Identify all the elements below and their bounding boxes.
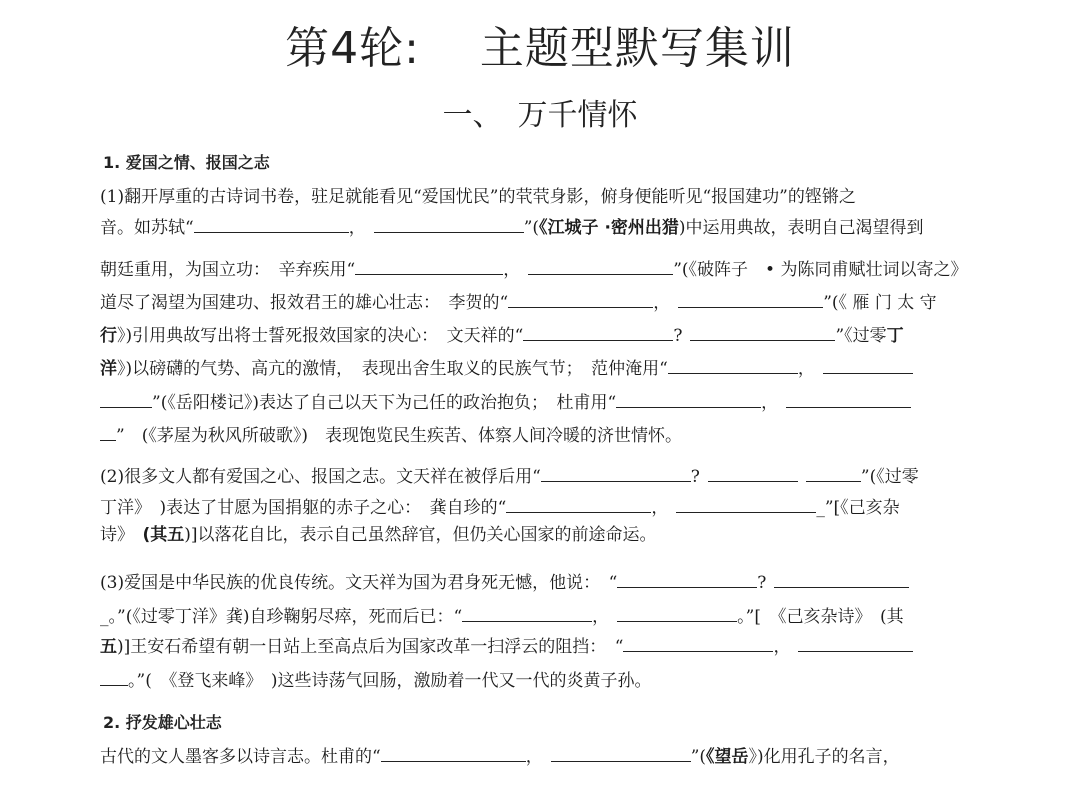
answer-blank[interactable] <box>506 496 651 513</box>
page-title: 第4轮: 主题型默写集训 <box>285 23 795 74</box>
answer-blank[interactable] <box>100 424 116 441</box>
q2-line-3: 诗》 (其五)]以落花自比，表示自己虽然辞官，但仍关心国家的前途命运。 <box>100 525 657 545</box>
answer-blank[interactable] <box>623 635 773 652</box>
q1-line-7: ”(《岳阳楼记》)表达了自己以天下为己任的政治抱负； 杜甫用“ ， <box>100 391 911 413</box>
answer-blank[interactable] <box>678 291 823 308</box>
q1-line-2: 音。如苏轼“ ， ”(《江城子 ·密州出猎)中运用典故，表明自己渴望得到 <box>100 218 924 238</box>
answer-blank[interactable] <box>617 571 757 588</box>
answer-blank[interactable] <box>462 605 592 622</box>
answer-blank[interactable] <box>100 669 128 686</box>
q1-line-6: 洋》)以磅礴的气势、高亢的激情， 表现出舍生取义的民族气节； 范仲淹用“ ， <box>100 357 913 379</box>
section-title: 一、 万千情怀 <box>442 98 638 133</box>
answer-blank[interactable] <box>668 357 798 374</box>
q1-line-4: 道尽了渴望为国建功、报效君王的雄心壮志： 李贺的“ ， ”(《 雁 门 太 守 <box>100 293 937 313</box>
answer-blank[interactable] <box>806 465 861 482</box>
s2-line-1: 古代的文人墨客多以诗言志。杜甫的“ ， ”(《望岳》)化用孔子的名言， <box>100 747 900 767</box>
q3-line-2: _。”(《过零丁洋》龚)自珍鞠躬尽瘁，死而后已：“ ， 。”[ 《己亥杂诗》 (其 <box>100 607 904 627</box>
heading-patriotism: 1. 爱国之情、报国之志 <box>103 153 270 172</box>
answer-blank[interactable] <box>355 258 503 275</box>
answer-blank[interactable] <box>798 635 913 652</box>
q2-line-1: (2)很多文人都有爱国之心、报国之志。文天祥在被俘后用“ ? ”(《过零 <box>100 467 919 487</box>
answer-blank[interactable] <box>617 605 737 622</box>
answer-blank[interactable] <box>786 391 911 408</box>
q1-line-1: (1)翻开厚重的古诗词书卷，驻足就能看见“爱国忧民”的茕茕身影，俯身便能听见“报国建功”的铿锵之 <box>100 187 856 207</box>
q3-line-3: 五)]王安石希望有朝一日站上至高点后为国家改革一扫浮云的阻挡： “ ， <box>100 635 913 657</box>
q1-line-5: 行》)引用典故写出将士誓死报效国家的决心： 文天祥的“ ? ”《过零丁 <box>100 326 904 346</box>
answer-blank[interactable] <box>194 216 349 233</box>
answer-blank[interactable] <box>823 357 913 374</box>
answer-blank[interactable] <box>690 324 835 341</box>
q3-line-4: 。”( 《登飞来峰》 )这些诗荡气回肠，激励着一代又一代的炎黄子孙。 <box>100 669 651 691</box>
answer-blank[interactable] <box>523 324 673 341</box>
q3-line-1: (3)爱国是中华民族的优良传统。文天祥为国为君身死无憾，他说： “ ? <box>100 571 909 593</box>
answer-blank[interactable] <box>551 745 691 762</box>
answer-blank[interactable] <box>508 291 653 308</box>
heading-ambition: 2. 抒发雄心壮志 <box>103 713 222 732</box>
q2-line-2: 丁洋》 )表达了甘愿为国捐躯的赤子之心： 龚自珍的“ ， _”[《己亥杂 <box>100 498 900 518</box>
answer-blank[interactable] <box>708 465 798 482</box>
answer-blank[interactable] <box>676 496 816 513</box>
q1-line-8: ” (《茅屋为秋风所破歌》) 表现饱览民生疾苦、体察人间冷暖的济世情怀。 <box>100 424 682 446</box>
answer-blank[interactable] <box>100 391 152 408</box>
answer-blank[interactable] <box>541 465 691 482</box>
answer-blank[interactable] <box>374 216 524 233</box>
q1-line-3: 朝廷重用，为国立功： 辛弃疾用“ ， ”(《破阵子 • 为陈同甫赋壮词以寄之》 <box>100 260 968 280</box>
answer-blank[interactable] <box>528 258 673 275</box>
answer-blank[interactable] <box>381 745 526 762</box>
answer-blank[interactable] <box>774 571 909 588</box>
answer-blank[interactable] <box>616 391 761 408</box>
